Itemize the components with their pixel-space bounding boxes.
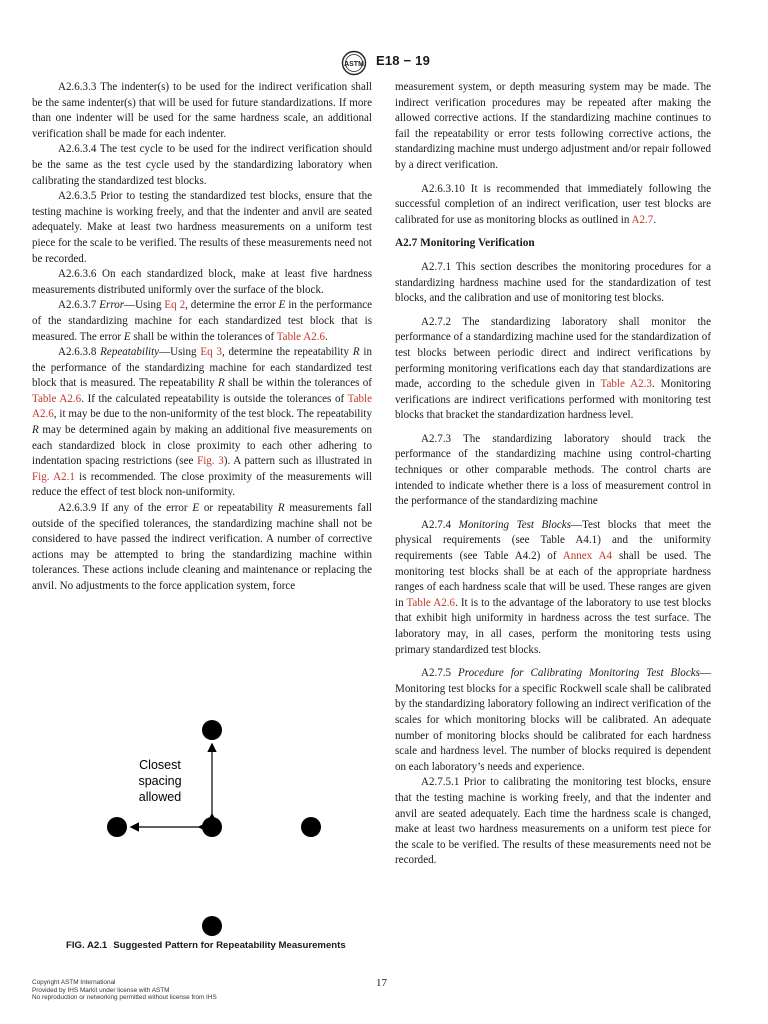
right-column (395, 80, 711, 869)
left-column (32, 80, 372, 595)
paragraph-a2-7-3: A2.7.3 The standardizing laboratory should track the performance of the standardizing machine using control-charting techniques or other comparable methods. The control charts are intended to indicate whether there is a loss of measurement control in the performance of the standardizing machine (395, 432, 711, 508)
paragraph-a2-6-3-10: A2.6.3.10 It is recommended that immediately following the successful completion of an indirect verification, user test blocks are calibrated for use as monitoring blocks as outlined in A2.7. (395, 182, 711, 226)
svg-text:ASTM: ASTM (344, 61, 364, 68)
indent-dot-left (107, 817, 127, 837)
paragraph-a2-7-5: A2.7.5 Procedure for Calibrating Monitoring Test Blocks—Monitoring test blocks for a specific Rockwell scale shall be calibrated by the standardizing laboratory following an indirect verification of the scales for which monitoring blocks will be calibrated. An adequate number of monitoring blocks should be calibrated for each hardness scale and hardness level. The number of blocks required is dependent on each laboratory’s needs and experience. (395, 667, 711, 773)
a2-7-link[interactable]: A2.7 (631, 213, 654, 226)
eq-3-link[interactable]: Eq 3 (200, 346, 222, 359)
fig-3-link[interactable]: Fig. 3 (197, 455, 224, 468)
figure-label-line1: Closest (139, 758, 181, 772)
eq-2-link[interactable]: Eq 2 (164, 299, 186, 312)
paragraph-a2-6-3-7: A2.6.3.7 Error—Using Eq 2, determine the error E in the performance of the standardizing machine for each standardized test block that is measured. The error E shall be within the tolerances of Table A2.6. (32, 299, 373, 343)
table-a2-6-link[interactable]: Table A2.6 (32, 392, 372, 421)
table-a2-3-link[interactable]: Table A2.3 (600, 378, 652, 391)
paragraph-continued: measurement system, or depth measuring system may be made. The indirect verification procedures may be repeated after making the allowed corrective actions. If the standardizing machine continues to fail the repeatability or error tests following corrective actions, the standardizing machine must undergo adjustment and/or repair followed by a direct verification. (395, 81, 711, 171)
table-a2-6-link[interactable]: Table A2.6 (276, 330, 326, 343)
page-header (0, 50, 768, 74)
fig-a2-1-link[interactable]: Fig. A2.1 (32, 470, 75, 483)
paragraph-a2-6-3-5: A2.6.3.5 Prior to testing the standardized test blocks, ensure that the testing machine is working freely, and that the indenter and anvil are seated adequately. Make at least two hardness measurements on a uniform test piece for the scale to be verified. The results of these measurements need not be recorded. (32, 190, 372, 265)
paragraph-a2-6-3-9: A2.6.3.9 If any of the error E or repeatability R measurements fall outside of the specified tolerances, the standardizing machine shall not be considered to have passed the indirect verification. A number of corrective actions may be attempted to bring the standardizing machine within tolerances. These actions include cleaning and maintenance or replacing the anvil. No adjustments to the force application system, force (32, 502, 372, 592)
paragraph-a2-6-3-8: A2.6.3.8 Repeatability—Using Eq 3, determine the repeatability R in the performance of the standardizing machine for each standardized test block that is measured. The repeatability R shall be within the tolerances of Table A2.6. If the calculated repeatability is outside the tolerances of Table A2.6, it may be due to the non-uniformity of the test block. The repeatability R may be determined again by making an additional five measurements on each standardized block in close proximity to each other adhering to indentation spacing restrictions (see Fig. 3). A pattern such as illustrated in Fig. A2.1 is recommended. The close proximity of the measurements will reduce the effect of test block non-uniformity. (32, 346, 372, 499)
paragraph-a2-7-1: A2.7.1 This section describes the monitoring procedures for a standardizing hardness machine used for the standardization of test blocks, and the calibration and use of monitoring test blocks. (395, 260, 711, 305)
table-a2-6-link[interactable]: Table A2.6 (406, 596, 456, 609)
indent-dot-bottom (202, 916, 222, 936)
table-a2-6-link[interactable]: Table A2.6 (32, 392, 82, 405)
paragraph-a2-6-3-4: A2.6.3.4 The test cycle to be used for the indirect verification should be the same as the test cycle used by the standardizing laboratory when calibrating the standardized test blocks. (32, 143, 372, 187)
figure-label-line2: spacing (138, 774, 182, 788)
indent-dot-center (202, 817, 222, 837)
paragraph-a2-7-2: A2.7.2 The standardizing laboratory shall monitor the performance of a standardizing machine used for the standardization of test blocks between periodic direct and indirect verifications by performing monitoring verifications each day that standardizations are made, according to the schedule given in Table A2.3. Monitoring verifications are indirect verifications performed with monitoring test blocks that bracket the standardization hardness level. (395, 315, 711, 422)
copyright-footer: Copyright ASTM International Provided by IHS Markit under license with ASTM No reproduction or networking permitted without license from IHS (32, 979, 217, 1002)
figure-caption: FIG. A2.1 Suggested Pattern for Repeatability Measurements (66, 940, 346, 951)
standard-designation: E18 − 19 (376, 53, 431, 68)
paragraph-a2-7-4: A2.7.4 Monitoring Test Blocks—Test blocks that meet the physical requirements (see Table A4.1) and the uniformity requirements (see Table A4.2) of Annex A4 shall be used. The monitoring test blocks shall be at each of the appropriate hardness ranges of each hardness scale that will be used. These ranges are given in Table A2.6. It is to the advantage of the laboratory to use test blocks that exhibit high uniformity in hardness across the test surface. The laboratory may, in all cases, perform the monitoring tests using primary standardized test blocks. (395, 518, 712, 656)
annex-a4-link[interactable]: Annex A4 (562, 550, 613, 563)
indent-dot-right (301, 817, 321, 837)
astm-logo-icon (341, 50, 369, 76)
paragraph-a2-7-5-1: A2.7.5.1 Prior to calibrating the monitoring test blocks, ensure that the testing machine is working freely, and that the indenter and anvil are seated adequately. Each time the hardness scale is changed, make at least two hardness measurements on a uniform test piece for the scale to be verified. The results of these measurements need not be recorded. (395, 776, 711, 867)
paragraph-a2-6-3-6: A2.6.3.6 On each standardized block, make at least five hardness measurements distributed uniformly over the surface of the block. (32, 268, 372, 296)
paragraph-a2-6-3-3: A2.6.3.3 The indenter(s) to be used for the indirect verification shall be the same indenter(s) that will be used for future standardizations. If more than one indenter will be used for the same hardness scale, an additional verification shall be made for each indenter. (32, 81, 372, 140)
indent-dot-top (202, 720, 222, 740)
section-heading-a2-7: A2.7 Monitoring Verification (395, 237, 535, 250)
repeatability-pattern-figure (90, 715, 340, 940)
page-number: 17 (376, 977, 387, 989)
figure-label-line3: allowed (138, 790, 182, 804)
